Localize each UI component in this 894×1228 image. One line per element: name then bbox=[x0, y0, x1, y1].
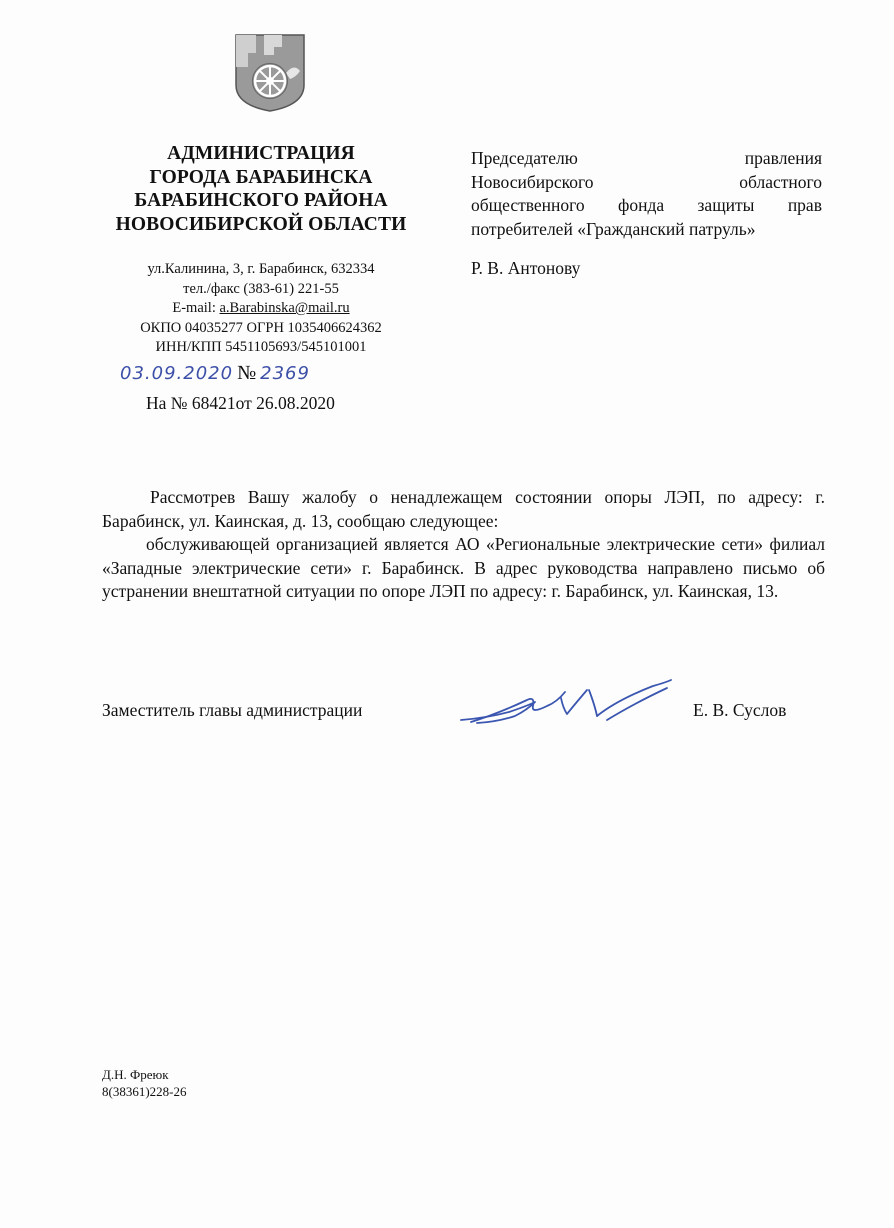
number-sign: № bbox=[237, 362, 257, 384]
org-inn-kpp: ИНН/КПП 5451105693/545101001 bbox=[155, 339, 367, 355]
body-paragraph: обслуживающей организацией является АО «Региональные электрические сети» филиал «Западные электрические сети» г. Барабинск. В адрес руководства направлено письмо об устранении внештатной ситуации по опоре ЛЭП по адресу: г. Барабинск, ул. Каинская, 13. bbox=[102, 534, 825, 601]
executor-phone: 8(38361)228-26 bbox=[102, 1084, 187, 1099]
registration-number-value: 2369 bbox=[260, 363, 310, 384]
registration-date: 03.09.2020 bbox=[120, 363, 234, 384]
org-line: ГОРОДА БАРАБИНСКА bbox=[149, 166, 373, 188]
executor-name: Д.Н. Фреюк bbox=[102, 1067, 169, 1082]
signature-row bbox=[102, 700, 827, 730]
letter-body bbox=[102, 486, 825, 604]
addressee-word: потребителей «Гражданский патруль» bbox=[471, 218, 756, 239]
org-line: БАРАБИНСКОГО РАЙОНА bbox=[134, 190, 388, 211]
organization-name bbox=[96, 142, 426, 236]
addressee-line bbox=[471, 147, 822, 171]
coat-of-arms-wheel-icon bbox=[234, 33, 306, 113]
org-address: ул.Калинина, 3, г. Барабинск, 632334 bbox=[147, 261, 375, 277]
addressee-word: фонда bbox=[618, 195, 665, 215]
org-line: АДМИНИСТРАЦИЯ bbox=[167, 143, 355, 164]
addressee-word: Председателю bbox=[471, 148, 578, 168]
org-okpo-ogrn: ОКПО 04035277 ОГРН 1035406624362 bbox=[140, 319, 382, 336]
addressee-word: областного bbox=[739, 171, 822, 192]
body-paragraph: Рассмотрев Вашу жалобу о ненадлежащем состоянии опоры ЛЭП, по адресу: г. Барабинск, ул. Каинская, д. 13, сообщаю следующее: bbox=[102, 487, 825, 531]
addressee-block bbox=[471, 147, 822, 281]
reference-line: На № 68421от 26.08.2020 bbox=[146, 393, 335, 413]
addressee-word: правления bbox=[744, 148, 822, 168]
org-email-line bbox=[96, 299, 426, 319]
addressee-word: общественного bbox=[471, 195, 585, 215]
addressee-line bbox=[471, 171, 822, 195]
contact-block bbox=[96, 260, 426, 358]
org-phone: тел./факс (383-61) 221-55 bbox=[183, 280, 339, 297]
email-link[interactable]: a.Barabinska@mail.ru bbox=[219, 300, 350, 316]
addressee-name: Р. В. Антонову bbox=[471, 258, 581, 278]
addressee-word: прав bbox=[787, 195, 822, 215]
org-line: НОВОСИБИРСКОЙ ОБЛАСТИ bbox=[115, 213, 407, 235]
executor-block bbox=[102, 1066, 187, 1100]
addressee-line bbox=[471, 194, 822, 218]
signer-position: Заместитель главы администрации bbox=[102, 700, 363, 720]
addressee-word: Новосибирского bbox=[471, 171, 594, 192]
addressee-line bbox=[471, 218, 822, 242]
email-label: E-mail: bbox=[172, 300, 220, 316]
addressee-word: защиты bbox=[697, 195, 755, 215]
signer-name: Е. В. Суслов bbox=[693, 700, 787, 720]
registration-number bbox=[120, 362, 380, 392]
